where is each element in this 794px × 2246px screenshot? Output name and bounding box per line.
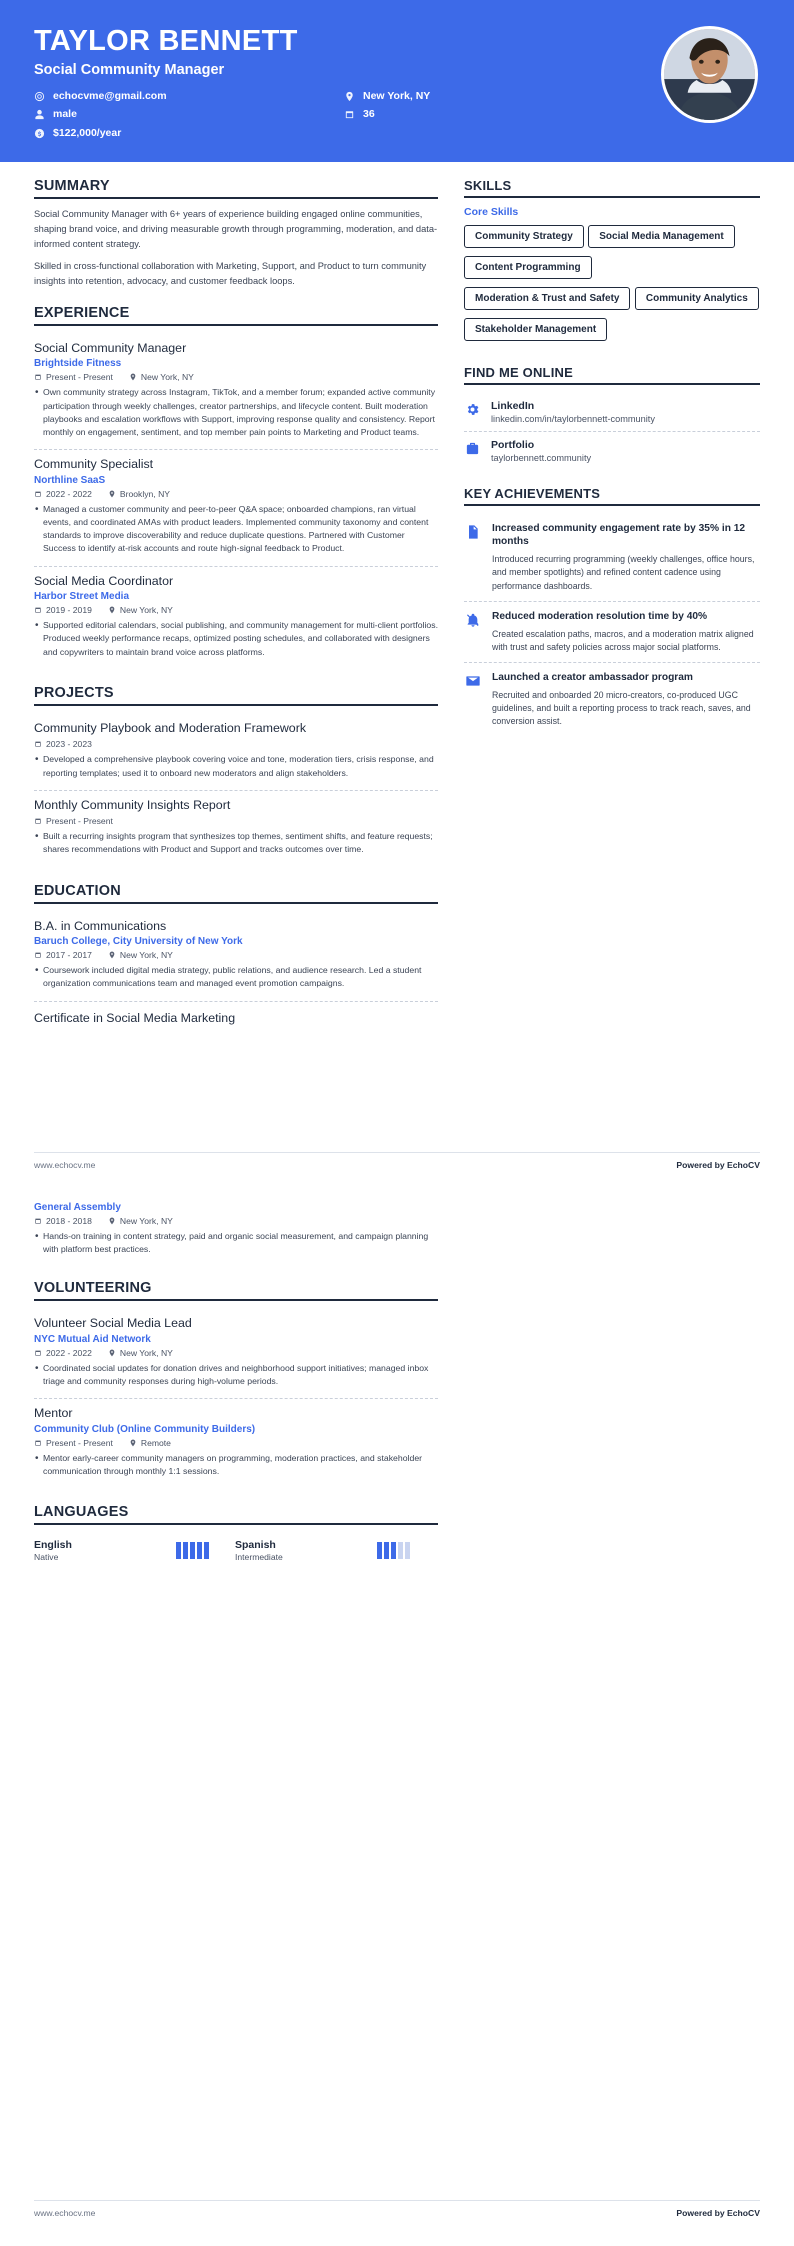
online-link-url: linkedin.com/in/taylorbennett-community bbox=[491, 413, 655, 424]
volunteering-dates bbox=[34, 1348, 92, 1358]
certificate-name: Certificate in Social Media Marketing bbox=[34, 1010, 236, 1025]
volunteering-meta bbox=[34, 1438, 438, 1448]
section-education bbox=[34, 883, 438, 1025]
experience-meta bbox=[34, 605, 438, 615]
gear-icon bbox=[464, 401, 481, 418]
online-link-url: taylorbennett.community bbox=[491, 452, 592, 463]
page-2-left-column bbox=[34, 1200, 438, 1578]
achievement-item bbox=[464, 514, 760, 602]
location-pin-icon bbox=[129, 1439, 137, 1447]
bullet: • Coordinated social updates for donation drives and neighborhood support initiatives; managed inbox triage and community responses during high-volume periods. bbox=[34, 1362, 438, 1388]
volunteering-role: Volunteer Social Media Lead bbox=[34, 1316, 192, 1331]
education-school: Baruch College, City University of New York bbox=[34, 936, 243, 948]
footer-powered-by: Powered by EchoCV bbox=[676, 1160, 760, 1170]
achievement-item bbox=[464, 663, 760, 736]
section-skills bbox=[464, 178, 760, 349]
achievement-text-block bbox=[492, 671, 760, 728]
level-bar bbox=[190, 1542, 195, 1559]
online-link-portfolio[interactable] bbox=[464, 432, 760, 470]
experience-meta bbox=[34, 489, 438, 499]
language-name: English bbox=[34, 1539, 72, 1552]
bullet: • Coursework included digital media strategy, public relations, and audience research. Led a student organization communications team and managed event promotion campaigns. bbox=[34, 964, 438, 990]
language-level: Intermediate bbox=[235, 1552, 283, 1563]
experience-meta bbox=[34, 372, 438, 382]
calendar-icon bbox=[34, 1217, 42, 1225]
education-dates-text: 2017 - 2017 bbox=[46, 950, 92, 961]
experience-bullets bbox=[34, 503, 438, 556]
certificate-detail bbox=[34, 1202, 438, 1266]
section-volunteering bbox=[34, 1280, 438, 1488]
volunteering-bullets bbox=[34, 1362, 438, 1388]
candidate-name: TAYLOR BENNETT bbox=[34, 25, 298, 57]
calendar-icon bbox=[34, 1439, 42, 1447]
project-dates-text: Present - Present bbox=[46, 816, 113, 827]
language-level-bars bbox=[377, 1542, 410, 1559]
experience-role: Social Community Manager bbox=[34, 340, 187, 355]
volunteering-dates-text: 2022 - 2022 bbox=[46, 1347, 92, 1358]
location-pin-icon bbox=[108, 490, 116, 498]
contact-age bbox=[344, 108, 430, 121]
certificate-dates-text: 2018 - 2018 bbox=[46, 1216, 92, 1226]
footer-powered-by: Powered by EchoCV bbox=[676, 2208, 760, 2218]
salary-icon bbox=[34, 128, 45, 139]
experience-location bbox=[108, 605, 173, 615]
education-dates bbox=[34, 950, 92, 960]
languages-heading: LANGUAGES bbox=[34, 1504, 438, 1525]
online-link-label: Portfolio bbox=[491, 438, 535, 451]
section-languages bbox=[34, 1504, 438, 1562]
experience-heading: EXPERIENCE bbox=[34, 305, 438, 326]
certificate-school: General Assembly bbox=[34, 1202, 121, 1213]
volunteering-org: NYC Mutual Aid Network bbox=[34, 1333, 151, 1345]
skills-heading: SKILLS bbox=[464, 178, 760, 198]
experience-item bbox=[34, 567, 438, 669]
certificate-location-text: New York, NY bbox=[119, 1216, 173, 1226]
volunteering-heading: VOLUNTEERING bbox=[34, 1280, 438, 1301]
education-location bbox=[108, 950, 173, 960]
experience-dates bbox=[34, 489, 92, 499]
language-item bbox=[34, 1539, 209, 1562]
volunteering-dates bbox=[34, 1438, 113, 1448]
contact-email-text: echocvme@gmail.com bbox=[53, 89, 167, 102]
bullet: • Managed a customer community and peer-to-peer Q&A space; onboarded champions, ran virtual events, and coordinated AMAs with product leaders. Implemented community taxonomy and content standards to improve discoverability and reduce duplicate questions. Partnered with Customer Success to identify at-risk accounts and route high-signal feedback to Product. bbox=[34, 503, 438, 556]
project-dates-text: 2023 - 2023 bbox=[46, 739, 92, 750]
summary-paragraph: Skilled in cross-functional collaboration with Marketing, Support, and Product to turn community insights into retention, advocacy, and customer feedback loops. bbox=[34, 260, 427, 286]
level-bar bbox=[204, 1542, 209, 1559]
calendar-icon bbox=[34, 1349, 42, 1357]
education-location-text: New York, NY bbox=[119, 950, 173, 961]
project-name: Community Playbook and Moderation Framework bbox=[34, 720, 307, 735]
calendar-icon bbox=[34, 490, 42, 498]
experience-bullets bbox=[34, 386, 438, 439]
online-link-text-block bbox=[491, 400, 655, 424]
education-bullets bbox=[34, 964, 438, 990]
section-key-achievements bbox=[464, 486, 760, 737]
contact-age-text: 36 bbox=[363, 108, 375, 121]
contact-email bbox=[34, 90, 344, 103]
candidate-job-title: Social Community Manager bbox=[34, 61, 225, 78]
person-icon bbox=[34, 109, 45, 120]
certificate-location bbox=[108, 1216, 173, 1226]
level-bar bbox=[377, 1542, 382, 1559]
experience-bullets bbox=[34, 619, 438, 659]
bullet: • Mentor early-career community managers on programming, moderation practices, and stakeholder communication through monthly 1:1 sessions. bbox=[34, 1452, 438, 1478]
volunteering-role: Mentor bbox=[34, 1406, 73, 1421]
education-item bbox=[34, 912, 438, 1002]
experience-item bbox=[34, 334, 438, 450]
languages-list bbox=[34, 1533, 438, 1562]
location-pin-icon bbox=[108, 1349, 116, 1357]
skill-chip: Community Analytics bbox=[635, 287, 759, 310]
education-heading: EDUCATION bbox=[34, 883, 438, 904]
project-meta bbox=[34, 739, 438, 749]
level-bar bbox=[197, 1542, 202, 1559]
experience-dates-text: 2019 - 2019 bbox=[46, 605, 92, 616]
contact-column-left bbox=[34, 90, 344, 140]
contact-gender bbox=[34, 108, 344, 121]
achievement-description: Created escalation paths, macros, and a moderation matrix aligned with trust and safety policies across major social platforms. bbox=[492, 628, 754, 652]
calendar-icon bbox=[344, 109, 355, 120]
section-summary bbox=[34, 178, 438, 289]
key-achievements-heading: KEY ACHIEVEMENTS bbox=[464, 486, 760, 506]
contact-salary bbox=[34, 127, 344, 140]
level-bar bbox=[405, 1542, 410, 1559]
resume-header bbox=[0, 0, 794, 162]
summary-body bbox=[34, 207, 438, 289]
contact-location bbox=[344, 90, 430, 103]
achievement-item bbox=[464, 602, 760, 663]
section-experience bbox=[34, 305, 438, 669]
language-level-bars bbox=[176, 1542, 209, 1559]
page-footer-2 bbox=[34, 2200, 760, 2218]
contact-location-text: New York, NY bbox=[363, 89, 431, 102]
footer-website: www.echocv.me bbox=[34, 1160, 96, 1170]
volunteering-item bbox=[34, 1309, 438, 1399]
certificate-item bbox=[34, 1002, 438, 1025]
certificate-dates bbox=[34, 1216, 92, 1226]
volunteering-org: Community Club (Online Community Builders) bbox=[34, 1423, 256, 1435]
project-item bbox=[34, 791, 438, 867]
level-bar bbox=[391, 1542, 396, 1559]
experience-dates-text: Present - Present bbox=[46, 372, 113, 383]
language-level: Native bbox=[34, 1552, 59, 1563]
skill-chip: Social Media Management bbox=[588, 225, 734, 248]
language-name: Spanish bbox=[235, 1539, 276, 1552]
level-bar bbox=[398, 1542, 403, 1559]
volunteering-item bbox=[34, 1399, 438, 1488]
summary-heading: SUMMARY bbox=[34, 178, 438, 199]
achievement-text-block bbox=[492, 610, 760, 654]
experience-location bbox=[108, 489, 170, 499]
bullet: • Supported editorial calendars, social publishing, and community management for multi-client portfolios. Produced weekly performance recaps, optimized posting schedules, and collaborated with designers and copywriters to maintain brand voice across platforms. bbox=[34, 619, 438, 659]
calendar-icon bbox=[34, 817, 42, 825]
calendar-icon bbox=[34, 373, 42, 381]
language-text-block bbox=[34, 1539, 72, 1562]
education-degree: B.A. in Communications bbox=[34, 918, 167, 933]
skill-chip: Stakeholder Management bbox=[464, 318, 607, 341]
language-item bbox=[235, 1539, 410, 1562]
envelope-icon bbox=[464, 672, 482, 690]
education-meta bbox=[34, 950, 438, 960]
volunteering-meta bbox=[34, 1348, 438, 1358]
location-pin-icon bbox=[108, 606, 116, 614]
bullet: • Developed a comprehensive playbook covering voice and tone, moderation tiers, crisis response, and reporting templates; used it to onboard new moderators and align stakeholders. bbox=[34, 753, 438, 779]
experience-company: Northline SaaS bbox=[34, 474, 106, 486]
section-find-me-online bbox=[464, 365, 760, 470]
volunteering-location-text: Remote bbox=[140, 1437, 171, 1448]
online-link-label: LinkedIn bbox=[491, 399, 535, 412]
online-link-text-block bbox=[491, 439, 591, 463]
experience-role: Social Media Coordinator bbox=[34, 573, 174, 588]
achievement-text-block bbox=[492, 522, 760, 593]
experience-location bbox=[129, 372, 194, 382]
document-chart-icon bbox=[464, 523, 482, 541]
experience-company: Harbor Street Media bbox=[34, 591, 130, 603]
experience-location-text: Brooklyn, NY bbox=[119, 488, 171, 499]
language-text-block bbox=[235, 1539, 283, 1562]
achievement-description: Recruited and onboarded 20 micro-creators, co-produced UGC guidelines, and built a reporting process to track reach, saves, and conversion assist. bbox=[492, 689, 751, 727]
bell-off-icon bbox=[464, 611, 482, 629]
experience-company: Brightside Fitness bbox=[34, 358, 122, 370]
level-bar bbox=[384, 1542, 389, 1559]
experience-role: Community Specialist bbox=[34, 457, 154, 472]
location-pin-icon bbox=[108, 1217, 116, 1225]
volunteering-bullets bbox=[34, 1452, 438, 1478]
online-link-linkedin[interactable] bbox=[464, 393, 760, 432]
achievement-description: Introduced recurring programming (weekly challenges, office hours, and member spotlights) and refined content cadence using performance dashboards. bbox=[492, 554, 755, 591]
experience-dates bbox=[34, 605, 92, 615]
volunteering-location bbox=[129, 1438, 171, 1448]
achievement-title: Launched a creator ambassador program bbox=[492, 671, 693, 683]
volunteering-location bbox=[108, 1348, 173, 1358]
calendar-icon bbox=[34, 740, 42, 748]
right-column bbox=[464, 178, 760, 753]
bullet: • Own community strategy across Instagram, TikTok, and a member forum; expanded active community participation through weekly challenges, creator partnerships, and lifecycle content. Built moderation playbooks and escalation workflows with Support, improving response quality and consistency. Report monthly on engagement, sentiment, and top member pain points to Marketing and Product teams. bbox=[34, 386, 438, 439]
contact-gender-text: male bbox=[53, 108, 77, 121]
calendar-icon bbox=[34, 951, 42, 959]
experience-dates-text: 2022 - 2022 bbox=[46, 488, 92, 499]
project-bullets bbox=[34, 753, 438, 779]
projects-heading: PROJECTS bbox=[34, 685, 438, 706]
volunteering-dates-text: Present - Present bbox=[46, 1437, 113, 1448]
resume-body bbox=[0, 162, 794, 1041]
skill-chip: Community Strategy bbox=[464, 225, 584, 248]
skill-chip: Content Programming bbox=[464, 256, 592, 279]
skill-chip-list bbox=[464, 225, 760, 349]
calendar-icon bbox=[34, 606, 42, 614]
email-icon bbox=[34, 91, 45, 102]
experience-location-text: New York, NY bbox=[140, 372, 194, 383]
achievement-title: Increased community engagement rate by 35% in 12 months bbox=[492, 522, 746, 548]
project-name: Monthly Community Insights Report bbox=[34, 797, 231, 812]
level-bar bbox=[183, 1542, 188, 1559]
avatar bbox=[661, 26, 758, 123]
project-meta bbox=[34, 816, 438, 826]
location-pin-icon bbox=[129, 373, 137, 381]
bullet: • Built a recurring insights program that synthesizes top themes, sentiment shifts, and feature requests; shares recommendations with Product and Support and tracks outcomes over time. bbox=[34, 830, 438, 856]
location-pin-icon bbox=[344, 91, 355, 102]
contact-info bbox=[34, 90, 654, 140]
skill-chip: Moderation & Trust and Safety bbox=[464, 287, 630, 310]
project-dates bbox=[34, 739, 92, 749]
volunteering-location-text: New York, NY bbox=[119, 1347, 173, 1358]
experience-dates bbox=[34, 372, 113, 382]
briefcase-icon bbox=[464, 440, 481, 457]
contact-salary-text: $122,000/year bbox=[53, 127, 122, 140]
project-bullets bbox=[34, 830, 438, 856]
achievement-title: Reduced moderation resolution time by 40% bbox=[492, 610, 708, 622]
location-pin-icon bbox=[108, 951, 116, 959]
left-column bbox=[34, 178, 438, 1041]
experience-item bbox=[34, 450, 438, 566]
section-projects bbox=[34, 685, 438, 867]
footer-website: www.echocv.me bbox=[34, 2208, 96, 2218]
bullet: • Hands-on training in content strategy, paid and organic social measurement, and campaign planning with platform best practices. bbox=[34, 1230, 438, 1256]
skills-group-label: Core Skills bbox=[464, 205, 519, 218]
experience-location-text: New York, NY bbox=[119, 605, 173, 616]
find-me-online-heading: FIND ME ONLINE bbox=[464, 365, 760, 385]
certificate-meta bbox=[34, 1216, 438, 1226]
contact-column-right bbox=[344, 90, 430, 140]
certificate-bullets bbox=[34, 1230, 438, 1256]
project-dates bbox=[34, 816, 113, 826]
level-bar bbox=[176, 1542, 181, 1559]
project-item bbox=[34, 714, 438, 791]
summary-paragraph: Social Community Manager with 6+ years of experience building engaged online communities, shaping brand voice, and driving measurable growth through programming, moderation, and data-informed content strategy. bbox=[34, 208, 438, 249]
page-footer-1 bbox=[34, 1152, 760, 1170]
